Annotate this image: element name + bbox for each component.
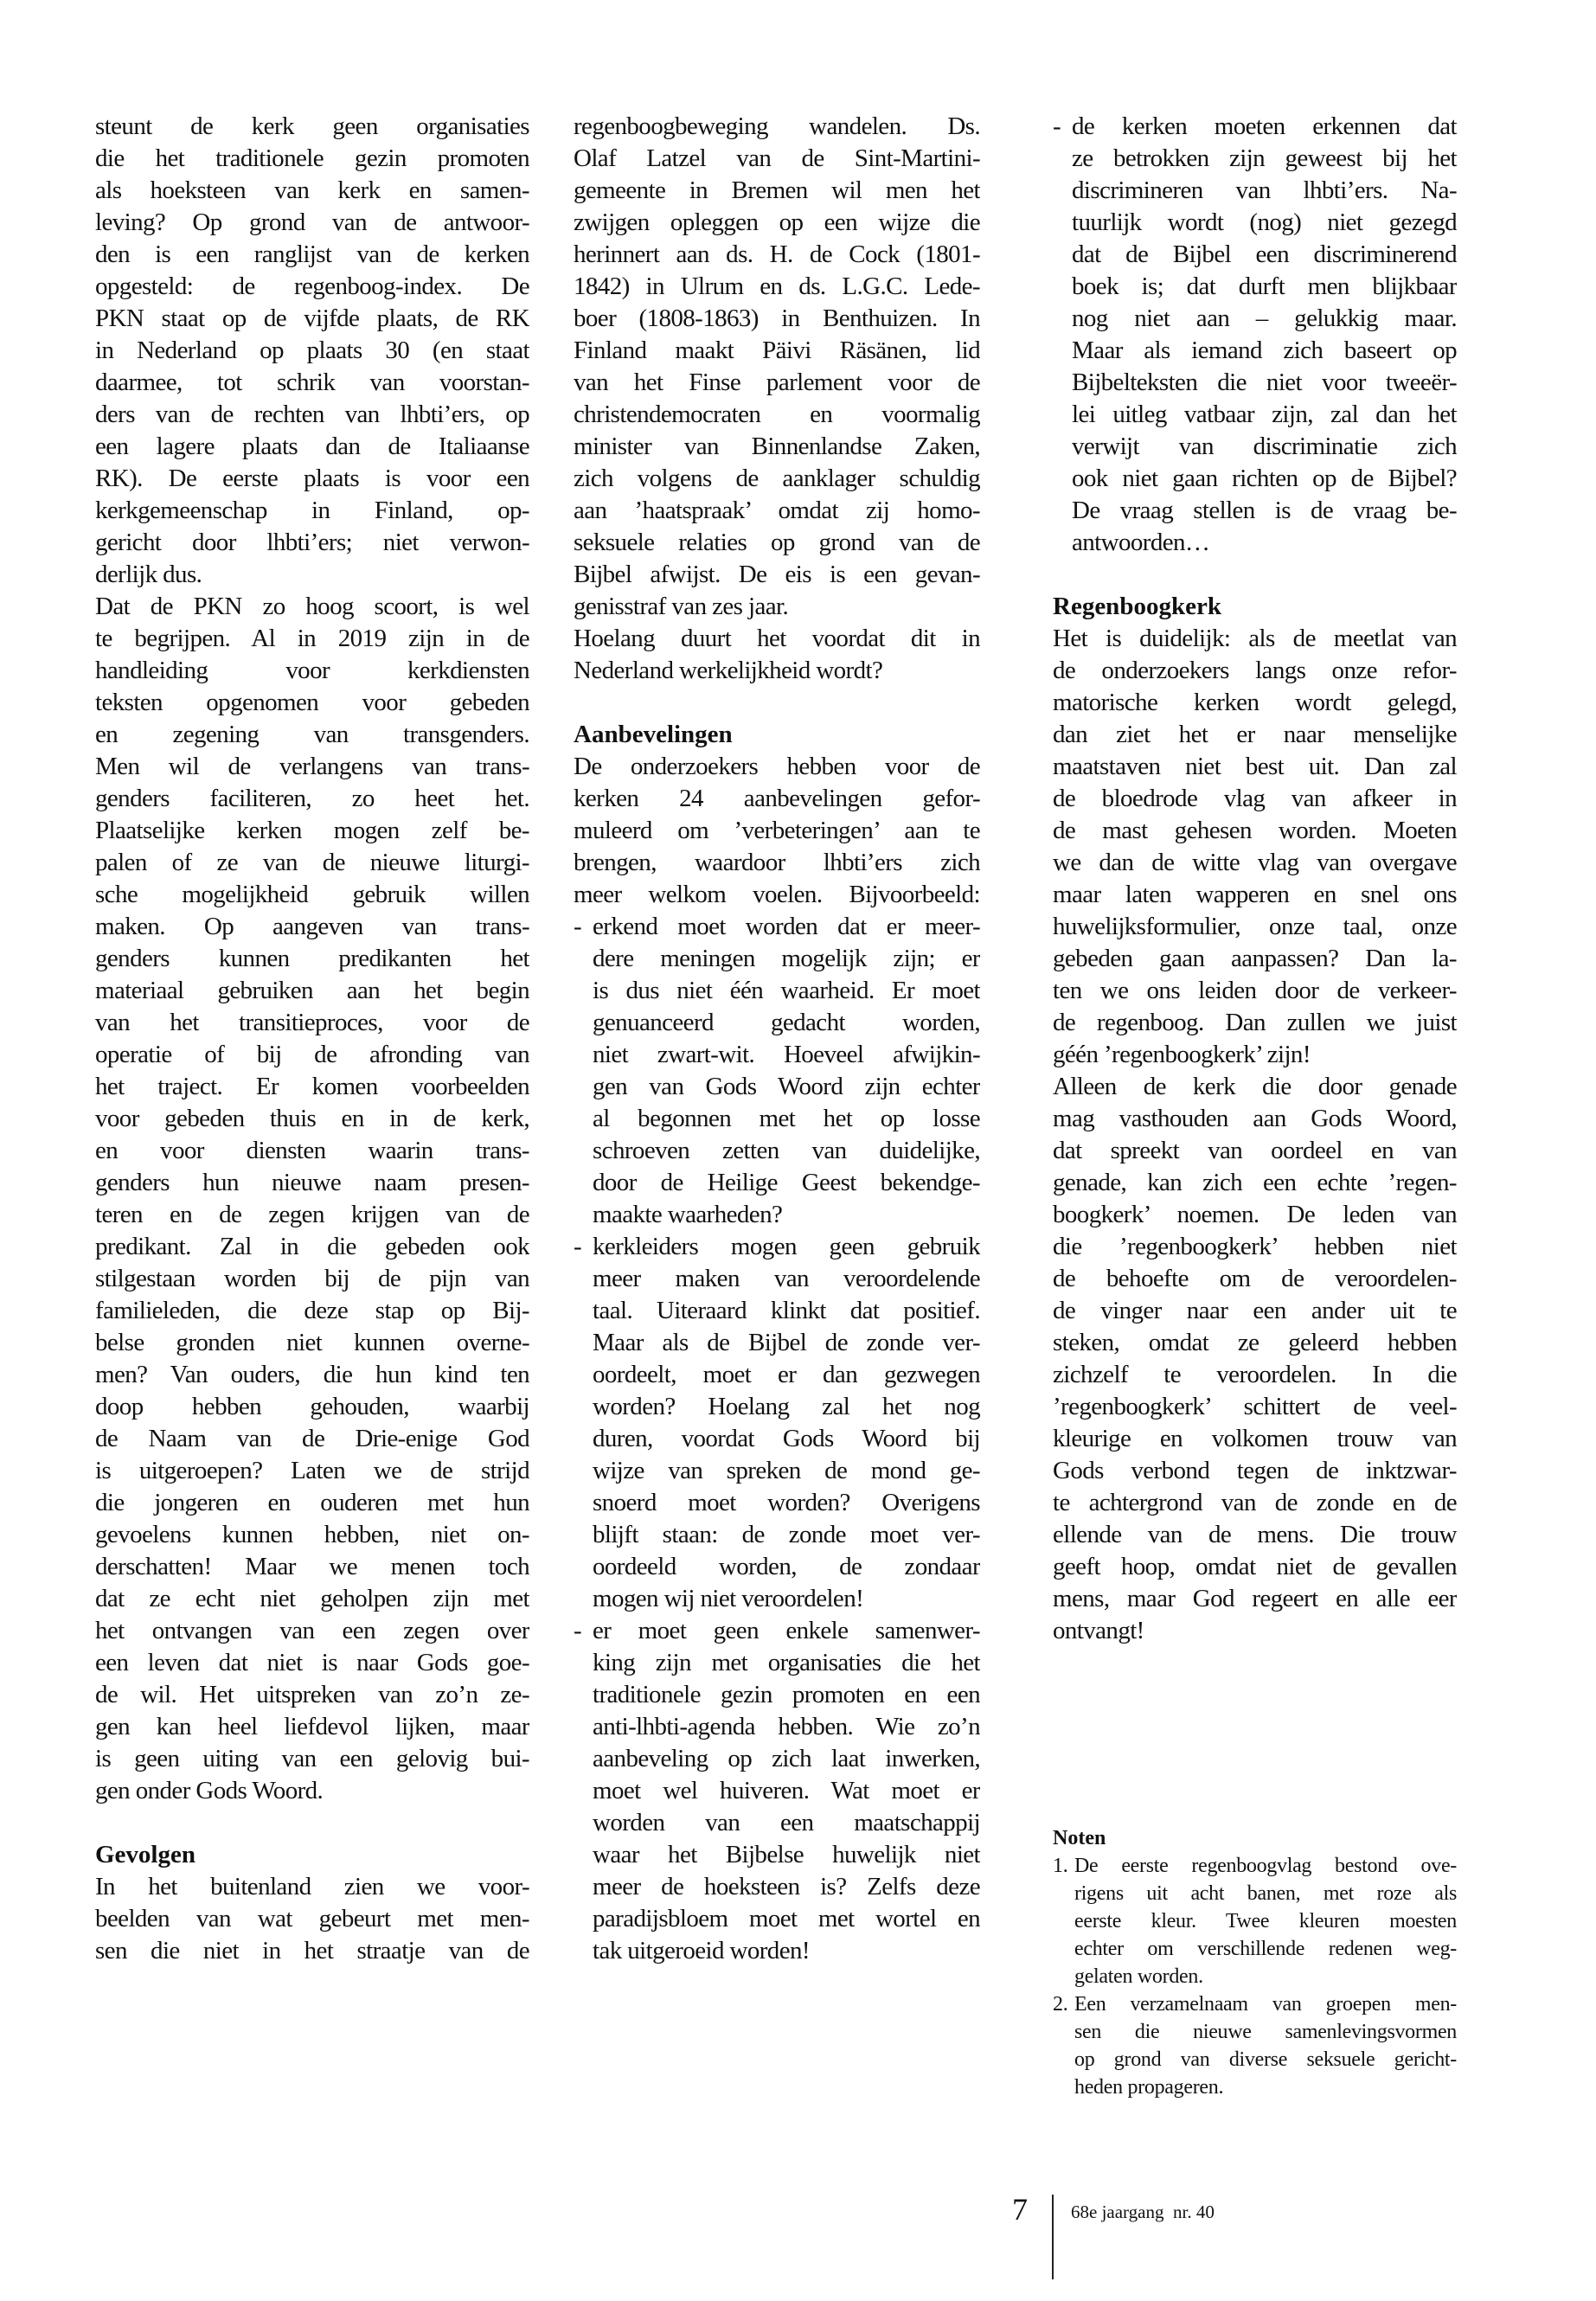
footnote-text: op grond van diverse seksuele gericht- <box>1074 2048 1457 2071</box>
footnote-line <box>1053 1935 1457 1963</box>
text-line: RK). De eerste plaats is voor een <box>95 465 529 492</box>
text-line: de behoefte om de veroordelen- <box>1053 1265 1457 1292</box>
footnote-text: sen die nieuwe samenlevingsvormen <box>1074 2021 1457 2043</box>
text-line: de vinger naar een ander uit te <box>1053 1297 1457 1324</box>
text-line: de onderzoekers langs onze refor- <box>1053 657 1457 684</box>
footnote-text: heden propageren. <box>1074 2076 1224 2099</box>
text-line: aan ’haatspraak’ omdat zij homo- <box>574 497 980 524</box>
text-line: tak uitgeroeid worden! <box>593 1937 810 1965</box>
footnote-line <box>1053 1852 1457 1880</box>
text-line: steunt de kerk geen organisaties <box>95 112 529 140</box>
text-line: sen die niet in het straatje van de <box>95 1937 529 1965</box>
text-line: ze betrokken zijn geweest bij het <box>1072 144 1457 172</box>
text-line: voor gebeden thuis en in de kerk, <box>95 1105 529 1132</box>
text-line: belse gronden niet kunnen overne- <box>95 1329 529 1356</box>
text-line: Alleen de kerk die door genade <box>1053 1073 1457 1100</box>
section-heading: Regenboogkerk <box>1053 593 1221 620</box>
text-line: Hoelang duurt het voordat dit in <box>574 625 980 652</box>
text-line: steken, omdat ze geleerd hebben <box>1053 1329 1457 1356</box>
text-line: teren en de zegen krijgen van de <box>95 1201 529 1228</box>
text-line: dere meningen mogelijk zijn; er <box>593 945 980 972</box>
text-line: Gods verbond tegen de inktzwar- <box>1053 1457 1457 1484</box>
text-line: genade, kan zich een echte ’regen- <box>1053 1169 1457 1196</box>
footnote-number: 1. <box>1053 1855 1068 1877</box>
text-line: Maar als iemand zich baseert op <box>1072 336 1457 364</box>
text-line: teksten opgenomen voor gebeden <box>95 689 529 716</box>
text-line: kerkgemeenschap in Finland, op- <box>95 497 529 524</box>
text-line: van het transitieproces, voor de <box>95 1009 529 1036</box>
text-line: palen of ze van de nieuwe liturgi- <box>95 849 529 876</box>
text-line: de mast gehesen worden. Moeten <box>1053 817 1457 844</box>
footnote-line <box>1053 1880 1457 1907</box>
issue-info: 68e jaargang nr. 40 <box>1071 2202 1215 2222</box>
bullet-dash: - <box>574 1617 582 1644</box>
text-line: daarmee, tot schrik van voorstan- <box>95 369 529 396</box>
text-line: die het traditionele gezin promoten <box>95 144 529 172</box>
text-line: PKN staat op de vijfde plaats, de RK <box>95 304 529 332</box>
text-line: Bijbel afwijst. De eis is een gevan- <box>574 561 980 588</box>
text-line: handleiding voor kerkdiensten <box>95 657 529 684</box>
text-line: Plaatselijke kerken mogen zelf be- <box>95 817 529 844</box>
text-line: gen kan heel liefdevol lijken, maar <box>95 1713 529 1740</box>
text-line: familieleden, die deze stap op Bij- <box>95 1297 529 1324</box>
text-line: king zijn met organisaties die het <box>593 1649 980 1676</box>
footnotes <box>1053 1825 1457 2101</box>
text-line: de bloedrode vlag van afkeer in <box>1053 785 1457 812</box>
text-line: maatstaven niet best uit. Dan zal <box>1053 753 1457 780</box>
text-line: ten we ons leiden door de verkeer- <box>1053 977 1457 1004</box>
text-line: het ontvangen van een zegen over <box>95 1617 529 1644</box>
footnote-text: echter om verschillende redenen weg- <box>1074 1938 1457 1960</box>
text-line: herinnert aan ds. H. de Cock (1801- <box>574 240 980 268</box>
text-line: sche mogelijkheid gebruik willen <box>95 881 529 908</box>
text-line: operatie of bij de afronding van <box>95 1041 529 1068</box>
text-line: ook niet gaan richten op de Bijbel? <box>1072 465 1457 492</box>
text-line: de Naam van de Drie-enige God <box>95 1425 529 1452</box>
text-line: is geen uiting van een gelovig bui- <box>95 1745 529 1772</box>
list-item-text: de kerken moeten erkennen dat <box>1072 112 1457 140</box>
text-line: Bijbelteksten die niet voor tweeër- <box>1072 369 1457 396</box>
text-line: boogkerk’ noemen. De leden van <box>1053 1201 1457 1228</box>
text-line: christendemocraten en voormalig <box>574 401 980 428</box>
text-line: huwelijksformulier, onze taal, onze <box>1053 913 1457 940</box>
list-item-line <box>574 1231 980 1263</box>
text-line: de wil. Het uitspreken van zo’n ze- <box>95 1681 529 1708</box>
section-heading: Gevolgen <box>95 1841 195 1868</box>
text-line: derschatten! Maar we menen toch <box>95 1553 529 1580</box>
text-line: Het is duidelijk: als de meetlat van <box>1053 625 1457 652</box>
text-line: ellende van de mens. Die trouw <box>1053 1521 1457 1548</box>
text-line: beelden van wat gebeurt met men- <box>95 1905 529 1932</box>
page-number: 7 <box>1012 2192 1028 2227</box>
text-line: genders hun nieuwe naam presen- <box>95 1169 529 1196</box>
text-line: opgesteld: de regenboog-index. De <box>95 272 529 300</box>
text-line: gen van Gods Woord zijn echter <box>593 1073 980 1100</box>
text-line: duren, voordat Gods Woord bij <box>593 1425 980 1452</box>
text-line: en zegening van transgenders. <box>95 721 529 748</box>
text-line: tuurlijk wordt (nog) niet gezegd <box>1072 208 1457 236</box>
footnote-line <box>1053 2046 1457 2073</box>
footnote-number: 2. <box>1053 1993 1068 2016</box>
text-line: seksuele relaties op grond van de <box>574 529 980 556</box>
text-line: worden van een maatschappij <box>593 1809 980 1836</box>
article-column-3 <box>1053 111 1457 1647</box>
text-line: een leven dat niet is naar Gods goe- <box>95 1649 529 1676</box>
footnote-text: Een verzamelnaam van groepen men- <box>1074 1993 1457 2016</box>
text-line: dat ze echt niet geholpen zijn met <box>95 1585 529 1612</box>
section-heading: Aanbevelingen <box>574 721 733 748</box>
article-column-1 <box>95 111 529 1967</box>
text-line: In het buitenland zien we voor- <box>95 1873 529 1900</box>
text-line: oordeelt, moet er dan gezwegen <box>593 1361 980 1388</box>
text-line: schroeven zetten van duidelijke, <box>593 1137 980 1164</box>
text-line: verwijt van discriminatie zich <box>1072 433 1457 460</box>
footnote-line <box>1053 2018 1457 2046</box>
text-line: zwijgen opleggen op een wijze die <box>574 208 980 236</box>
list-item-line <box>574 1615 980 1647</box>
footnote-text: gelaten worden. <box>1074 1965 1203 1988</box>
text-line: ’regenboogkerk’ schittert de veel- <box>1053 1393 1457 1420</box>
text-line: snoerd moet worden? Overigens <box>593 1489 980 1516</box>
paragraph-gap <box>95 1807 529 1839</box>
text-line: genisstraf van zes jaar. <box>574 593 789 620</box>
paragraph-gap <box>574 687 980 719</box>
text-line: worden? Hoelang zal het nog <box>593 1393 980 1420</box>
text-line: maken. Op aangeven van trans- <box>95 913 529 940</box>
text-line: blijft staan: de zonde moet ver- <box>593 1521 980 1548</box>
text-line: boer (1808-1863) in Benthuizen. In <box>574 304 980 332</box>
text-line: als hoeksteen van kerk en samen- <box>95 176 529 204</box>
text-line: den is een ranglijst van de kerken <box>95 240 529 268</box>
footnote-line <box>1053 1990 1457 2018</box>
text-line: in Nederland op plaats 30 (en staat <box>95 336 529 364</box>
text-line: meer maken van veroordelende <box>593 1265 980 1292</box>
text-line: door de Heilige Geest bekendge- <box>593 1169 980 1196</box>
text-line: van het Finse parlement voor de <box>574 369 980 396</box>
text-line: dat de Bijbel een discriminerend <box>1072 240 1457 268</box>
list-item-line <box>574 911 980 943</box>
footnote-text: rigens uit acht banen, met roze als <box>1074 1882 1457 1905</box>
text-line: lei uitleg vatbaar zijn, zal dan het <box>1072 401 1457 428</box>
text-line: muleerd om ’verbeteringen’ aan te <box>574 817 980 844</box>
text-line: te achtergrond van de zonde en de <box>1053 1489 1457 1516</box>
text-line: te begrijpen. Al in 2019 zijn in de <box>95 625 529 652</box>
text-line: De vraag stellen is de vraag be- <box>1072 497 1457 524</box>
text-line: die jongeren en ouderen met hun <box>95 1489 529 1516</box>
text-line: taal. Uiteraard klinkt dat positief. <box>593 1297 980 1324</box>
text-line: 1842) in Ulrum en ds. L.G.C. Lede- <box>574 272 980 300</box>
text-line: Maar als de Bijbel de zonde ver- <box>593 1329 980 1356</box>
text-line: genders kunnen predikanten het <box>95 945 529 972</box>
text-line: niet zwart-wit. Hoeveel afwijkin- <box>593 1041 980 1068</box>
text-line: gericht door lhbti’ers; niet verwon- <box>95 529 529 556</box>
text-line: aanbeveling op zich laat inwerken, <box>593 1745 980 1772</box>
text-line: materiaal gebruiken aan het begin <box>95 977 529 1004</box>
list-item-line <box>1053 111 1457 143</box>
paragraph-gap <box>1053 559 1457 591</box>
text-line: mag vasthouden aan Gods Woord, <box>1053 1105 1457 1132</box>
text-line: geeft hoop, omdat niet de gevallen <box>1053 1553 1457 1580</box>
text-line: leving? Op grond van de antwoor- <box>95 208 529 236</box>
text-line: maakte waarheden? <box>593 1201 783 1228</box>
text-line: zich volgens de aanklager schuldig <box>574 465 980 492</box>
text-line: we dan de witte vlag van overgave <box>1053 849 1457 876</box>
bullet-dash: - <box>574 913 582 940</box>
footnote-line <box>1053 1963 1457 1990</box>
text-line: die ’regenboogkerk’ hebben niet <box>1053 1233 1457 1260</box>
text-line: meer de hoeksteen is? Zelfs deze <box>593 1873 980 1900</box>
text-line: minister van Binnenlandse Zaken, <box>574 433 980 460</box>
footnote-text: eerste kleur. Twee kleuren moesten <box>1074 1910 1457 1932</box>
text-line: een lagere plaats dan de Italiaanse <box>95 433 529 460</box>
text-line: de regenboog. Dan zullen we juist <box>1053 1009 1457 1036</box>
text-line: zichzelf te veroordelen. In die <box>1053 1361 1457 1388</box>
text-line: wijze van spreken de mond ge- <box>593 1457 980 1484</box>
text-line: stilgestaan worden bij de pijn van <box>95 1265 529 1292</box>
text-line: regenboogbeweging wandelen. Ds. <box>574 112 980 140</box>
text-line: gemeente in Bremen wil men het <box>574 176 980 204</box>
text-line: Nederland werkelijkheid wordt? <box>574 657 883 684</box>
text-line: derlijk dus. <box>95 561 202 588</box>
text-line: moet wel huiveren. Wat moet er <box>593 1777 980 1804</box>
text-line: mens, maar God regeert en alle eer <box>1053 1585 1457 1612</box>
article-column-2 <box>574 111 980 1967</box>
text-line: doop hebben gehouden, waarbij <box>95 1393 529 1420</box>
text-line: men? Van ouders, die hun kind ten <box>95 1361 529 1388</box>
text-line: mogen wij niet veroordelen! <box>593 1585 864 1612</box>
text-line: gevoelens kunnen hebben, niet on- <box>95 1521 529 1548</box>
footer-divider <box>1052 2195 1054 2279</box>
footnotes-list <box>1053 1852 1457 2101</box>
footnote-line <box>1053 1907 1457 1935</box>
text-line: anti-lhbti-agenda hebben. Wie zo’n <box>593 1713 980 1740</box>
text-line: maar laten wapperen en snel ons <box>1053 881 1457 908</box>
footnote-line <box>1053 2073 1457 2101</box>
footnotes-heading: Noten <box>1053 1827 1106 1849</box>
text-line: traditionele gezin promoten en een <box>593 1681 980 1708</box>
text-line: dan ziet het er naar menselijke <box>1053 721 1457 748</box>
text-line: gebeden gaan aanpassen? Dan la- <box>1053 945 1457 972</box>
text-line: paradijsbloem moet met wortel en <box>593 1905 980 1932</box>
text-line: kleurige en volkomen trouw van <box>1053 1425 1457 1452</box>
text-line: discrimineren van lhbti’ers. Na- <box>1072 176 1457 204</box>
text-line: al begonnen met het op losse <box>593 1105 980 1132</box>
text-line: ders van de rechten van lhbti’ers, op <box>95 401 529 428</box>
text-line: Men wil de verlangens van trans- <box>95 753 529 780</box>
text-line: oordeeld worden, de zondaar <box>593 1553 980 1580</box>
text-line: genuanceerd gedacht worden, <box>593 1009 980 1036</box>
list-item-text: er moet geen enkele samenwer- <box>593 1617 980 1644</box>
text-line: predikant. Zal in die gebeden ook <box>95 1233 529 1260</box>
text-line: ontvangt! <box>1053 1617 1144 1644</box>
list-item-text: erkend moet worden dat er meer- <box>593 913 980 940</box>
text-line: gen onder Gods Woord. <box>95 1777 324 1804</box>
text-line: het traject. Er komen voorbeelden <box>95 1073 529 1100</box>
bullet-dash: - <box>574 1233 582 1260</box>
text-line: en voor diensten waarin trans- <box>95 1137 529 1164</box>
text-line: antwoorden… <box>1072 529 1210 556</box>
text-line: dat spreekt van oordeel en van <box>1053 1137 1457 1164</box>
text-line: Finland maakt Päivi Räsänen, lid <box>574 336 980 364</box>
text-line: Olaf Latzel van de Sint-Martini- <box>574 144 980 172</box>
bullet-dash: - <box>1053 112 1061 140</box>
text-line: waar het Bijbelse huwelijk niet <box>593 1841 980 1868</box>
text-line: boek is; dat durft men blijkbaar <box>1072 272 1457 300</box>
text-line: Dat de PKN zo hoog scoort, is wel <box>95 593 529 620</box>
text-line: nog niet aan – gelukkig maar. <box>1072 304 1457 332</box>
text-line: matorische kerken wordt gelegd, <box>1053 689 1457 716</box>
list-item-text: kerkleiders mogen geen gebruik <box>593 1233 980 1260</box>
text-line: is dus niet één waarheid. Er moet <box>593 977 980 1004</box>
footnote-text: De eerste regenboogvlag bestond ove- <box>1074 1855 1457 1877</box>
text-line: is uitgeroepen? Laten we de strijd <box>95 1457 529 1484</box>
text-line: géén ’regenboogkerk’ zijn! <box>1053 1041 1311 1068</box>
text-line: brengen, waardoor lhbti’ers zich <box>574 849 980 876</box>
text-line: meer welkom voelen. Bijvoorbeeld: <box>574 881 980 908</box>
text-line: De onderzoekers hebben voor de <box>574 753 980 780</box>
text-line: genders faciliteren, zo heet het. <box>95 785 529 812</box>
text-line: kerken 24 aanbevelingen gefor- <box>574 785 980 812</box>
